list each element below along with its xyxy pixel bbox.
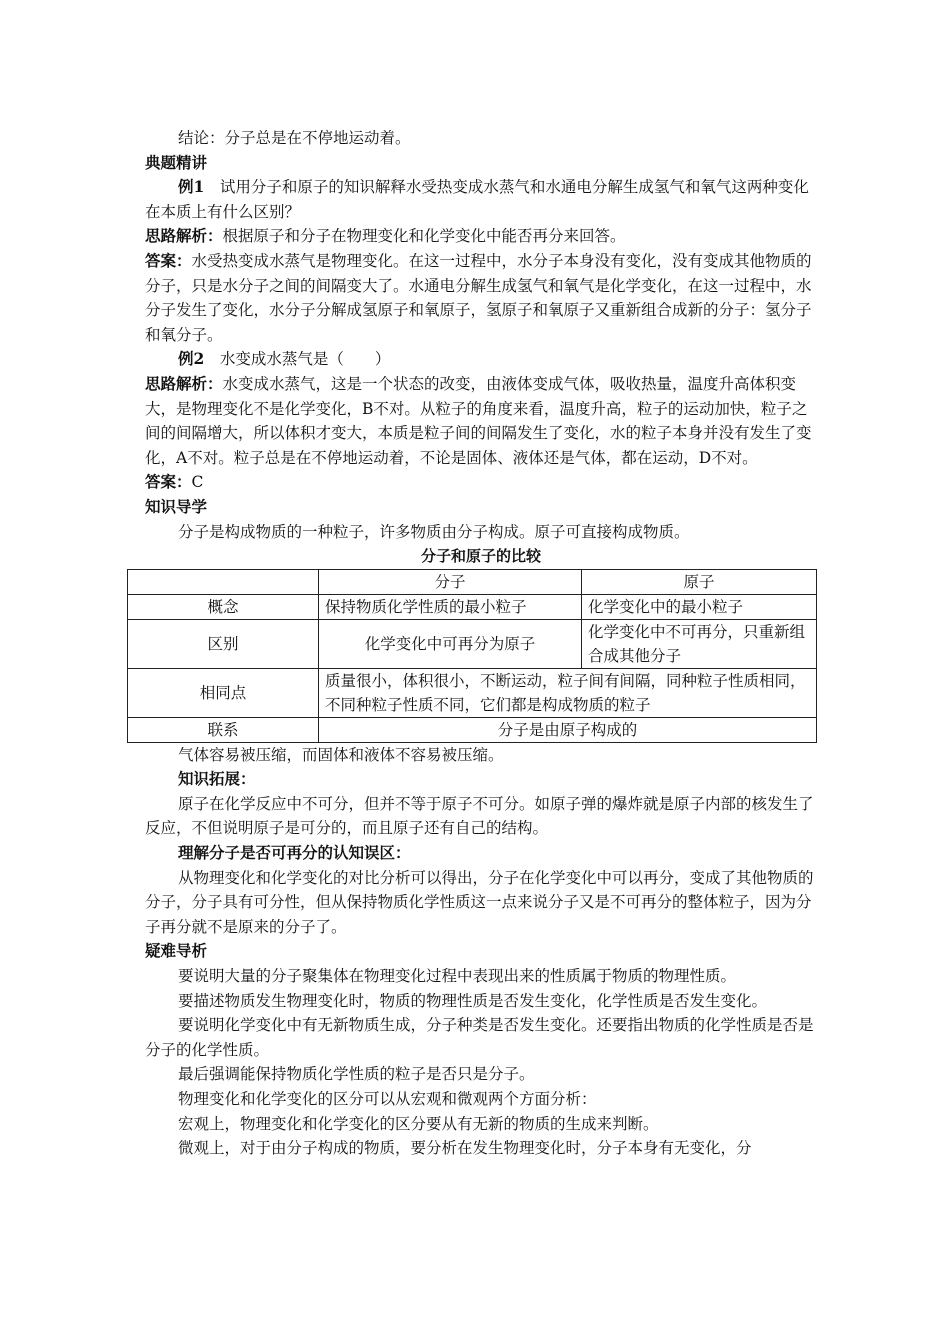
example1-answer (145, 249, 817, 347)
example2-question-text: 水变成水蒸气是（ ） (219, 350, 391, 369)
example2-answer-text: C (191, 473, 204, 492)
section-heading-examples: 典题精讲 (145, 152, 208, 172)
difficult-paragraph-2: 要描述物质发生物理变化时，物质的物理性质是否发生变化，化学性质是否发生变化。 (178, 991, 768, 1010)
row-label-relation: 联系 (128, 717, 319, 742)
example2-answer (145, 470, 817, 495)
example1-analysis (145, 224, 817, 249)
difficult-paragraph-4: 最后强调能保持物质化学性质的粒子是否只是分子。 (178, 1065, 535, 1084)
cell-concept-molecule: 保持物质化学性质的最小粒子 (319, 594, 582, 619)
example2-analysis-label: 思路解析： (145, 373, 223, 393)
compress-text: 气体容易被压缩，而固体和液体不容易被压缩。 (178, 745, 504, 764)
cell-similarity: 质量很小，体积很小，不断运动，粒子间有间隔，同种粒子性质相同，不同种粒子性质不同，它们都是构成物质的粒子 (319, 668, 817, 717)
table-header-atom: 原子 (582, 569, 817, 594)
difficult-paragraph-5: 物理变化和化学变化的区分可以从宏观和微观两个方面分析： (178, 1090, 597, 1108)
example2-analysis (145, 372, 817, 470)
document-page (145, 126, 817, 1161)
cell-difference-molecule: 化学变化中可再分为原子 (319, 619, 582, 668)
example1-analysis-label: 思路解析： (145, 226, 223, 246)
guide-text: 分子是构成物质的一种粒子，许多物质由分子构成。原子可直接构成物质。 (178, 522, 690, 541)
difficult-paragraph-1: 要说明大量的分子聚集体在物理变化过程中表现出来的性质属于物质的物理性质。 (178, 967, 737, 986)
example1-answer-label: 答案： (145, 250, 192, 270)
example1-analysis-text: 根据原子和分子在物理变化和化学变化中能否再分来回答。 (222, 227, 626, 246)
example1-question (145, 175, 817, 224)
table-row-difference (128, 619, 817, 668)
difficult-paragraph-6: 宏观上，物理变化和化学变化的区分要从有无新的物质的生成来判断。 (178, 1114, 659, 1133)
row-label-difference: 区别 (128, 619, 319, 668)
difficult-paragraph-7: 微观上，对于由分子构成的物质，要分析在发生物理变化时，分子本身有无变化，分 (178, 1139, 752, 1158)
example1-answer-text: 水受热变成水蒸气是物理变化。在这一过程中，水分子本身没有变化，没有变成其他物质的分子，只是水分子之间的间隔变大了。水通电分解生成氢气和氧气是化学变化，在这一过程中，水分子发生了变化，水分子分解成氢原子和氧原子，氢原子和氧原子又重新组合成新的分子：氢分子和氧分子。 (145, 251, 812, 344)
extension-text: 原子在化学反应中不可分，但并不等于原子不可分。如原子弹的爆炸就是原子内部的核发生了反应，不但说明原子是可分的，而且原子还有自己的结构。 (145, 794, 814, 838)
cell-relation: 分子是由原子构成的 (319, 717, 817, 742)
misconception-text: 从物理变化和化学变化的对比分析可以得出，分子在化学变化中可以再分，变成了其他物质的分子，分子具有可分性，但从保持物质化学性质这一点来说分子又是不可再分的整体粒子，因为分子再分就不是原来的分子了。 (145, 868, 814, 936)
example2-label: 例2 (178, 349, 205, 369)
table-header-row (128, 569, 817, 594)
example1-label: 例1 (178, 177, 205, 197)
difficult-paragraph-3: 要说明化学变化中有无新物质生成，分子种类是否发生变化。还要指出物质的化学性质是否是分子的化学性质。 (145, 1016, 814, 1059)
misconception-heading: 理解分子是否可再分的认知误区： (178, 843, 411, 863)
conclusion-text: 结论：分子总是在不停地运动着。 (178, 129, 411, 147)
table-header-molecule: 分子 (319, 569, 582, 594)
table-row-relation (128, 717, 817, 742)
row-label-similarity: 相同点 (128, 668, 319, 717)
cell-difference-atom: 化学变化中不可再分，只重新组合成其他分子 (582, 619, 817, 668)
table-header-empty (128, 569, 319, 594)
table-row-similarity (128, 668, 817, 717)
section-heading-guide: 知识导学 (145, 496, 208, 516)
extension-heading: 知识拓展： (178, 769, 256, 789)
example2-analysis-text: 水变成水蒸气，这是一个状态的改变，由液体变成气体，吸收热量，温度升高体积变大，是物理变化不是化学变化，B不对。从粒子的角度来看，温度升高，粒子的运动加快，粒子之间的间隔增大，所以体积才变大，本质是粒子间的间隔发生了变化，水的粒子本身并没有发生了变化，A不对。粒子总是在不停地运动着，不论是固体、液体还是气体，都在运动，D不对。 (145, 374, 812, 467)
example2-question (145, 347, 817, 372)
comparison-table (127, 569, 817, 743)
section-heading-difficult: 疑难导析 (145, 941, 208, 961)
table-caption: 分子和原子的比较 (420, 547, 541, 566)
example2-answer-label: 答案： (145, 472, 192, 492)
example1-question-text: 试用分子和原子的知识解释水受热变成水蒸气和水通电分解生成氢气和氧气这两种变化在本质上有什么区别？ (145, 178, 809, 221)
table-row-concept (128, 594, 817, 619)
cell-concept-atom: 化学变化中的最小粒子 (582, 594, 817, 619)
row-label-concept: 概念 (128, 594, 319, 619)
